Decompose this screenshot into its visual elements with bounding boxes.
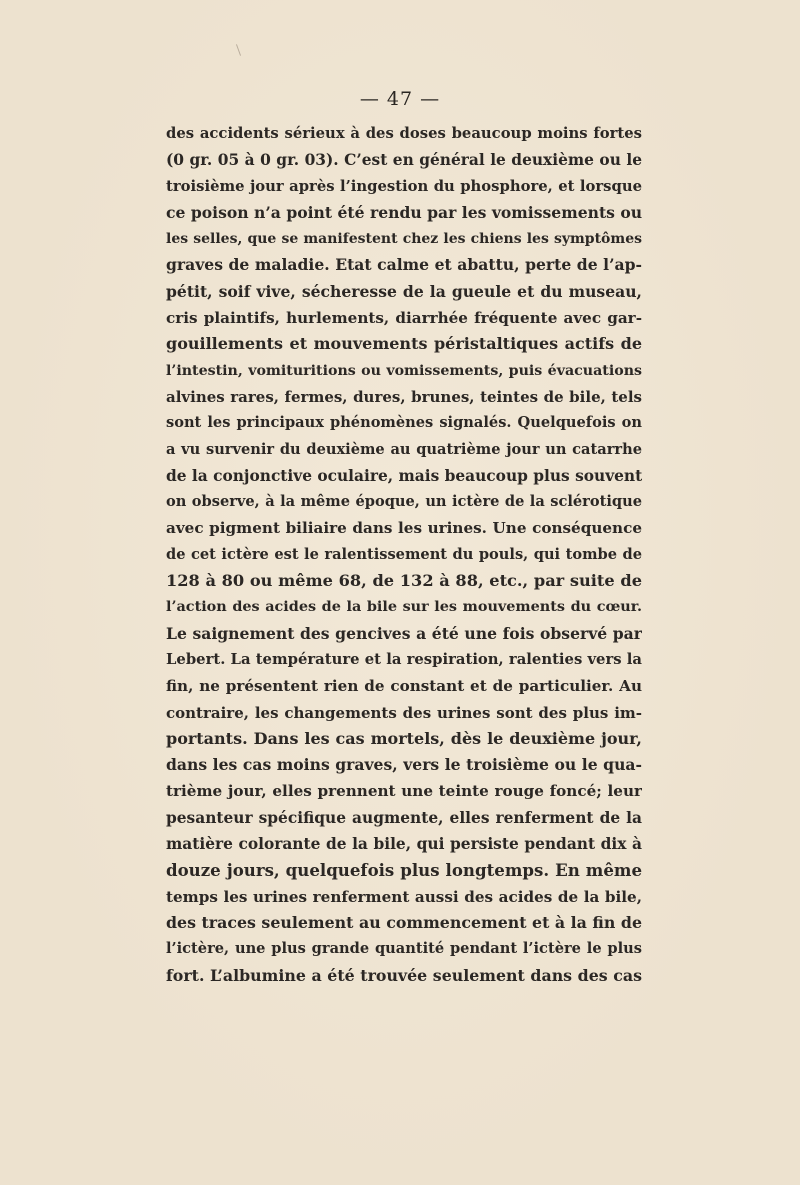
text-line: fin, ne présentent rien de constant et de particulier. Au xyxy=(166,677,642,696)
text-line: ce poison n’a point été rendu par les vomissements ou xyxy=(166,202,642,222)
text-line: de cet ictère est le ralentissement du pouls, qui tombe de xyxy=(166,545,642,563)
text-line: temps les urines renferment aussi des acides de la bile, xyxy=(166,887,642,906)
text-line: pesanteur spécifique augmente, elles renferment de la xyxy=(166,808,642,827)
text-line: avec pigment biliaire dans les urines. Une conséquence xyxy=(166,519,642,538)
text-line: l’intestin, vomituritions ou vomissements, puis évacuations xyxy=(166,362,642,379)
text-line: contraire, les changements des urines sont des plus im- xyxy=(166,703,642,722)
text-line: 128 à 80 ou même 68, de 132 à 88, etc., par suite de xyxy=(166,571,642,591)
text-line: pétit, soif vive, sécheresse de la gueule et du museau, xyxy=(166,281,642,301)
text-line: matière colorante de la bile, qui persiste pendant dix à xyxy=(166,835,642,854)
text-line: sont les principaux phénomènes signalés. Quelquefois on xyxy=(166,414,642,432)
text-line: Le saignement des gencives a été une fois observé par xyxy=(166,623,642,643)
text-line: trième jour, elles prennent une teinte rouge foncé; leur xyxy=(166,782,642,801)
text-line: douze jours, quelquefois plus longtemps. En même xyxy=(166,860,642,881)
text-line: a vu survenir du deuxième au quatrième jour un catarrhe xyxy=(166,440,642,458)
text-line: dans les cas moins graves, vers le troisième ou le qua- xyxy=(166,755,642,775)
text-line: des accidents sérieux à des doses beaucoup moins fortes xyxy=(166,125,642,142)
text-line: on observe, à la même époque, un ictère de la sclérotique xyxy=(166,493,642,511)
text-line: gouillements et mouvements péristaltiques actifs de xyxy=(166,334,642,354)
text-line: graves de maladie. Etat calme et abattu, perte de l’ap- xyxy=(166,255,642,275)
text-line: alvines rares, fermes, dures, brunes, teintes de bile, tels xyxy=(166,387,642,406)
text-line: des traces seulement au commencement et à la fin de xyxy=(166,912,642,932)
text-line: les selles, que se manifestent chez les chiens les symptômes xyxy=(166,231,642,248)
text-line: (0 gr. 05 à 0 gr. 03). C’est en général le deuxième ou le xyxy=(166,151,642,170)
text-line: de la conjonctive oculaire, mais beaucoup plus souvent xyxy=(166,466,642,485)
text-line: cris plaintifs, hurlements, diarrhée fréquente avec gar- xyxy=(166,309,642,328)
text-line: troisième jour après l’ingestion du phosphore, et lorsque xyxy=(166,177,642,195)
page-number: — 47 — xyxy=(359,88,441,110)
text-line: fort. L’albumine a été trouvée seulement dans des cas xyxy=(166,965,642,985)
text-line: l’ictère, une plus grande quantité pendant l’ictère le plus xyxy=(166,940,642,958)
body-text xyxy=(166,121,642,989)
text-line: Lebert. La température et la respiration, ralenties vers la xyxy=(166,650,642,668)
text-line: portants. Dans les cas mortels, dès le deuxième jour, xyxy=(166,728,642,748)
pencil-mark xyxy=(236,44,241,56)
text-line: l’action des acides de la bile sur les mouvements du cœur. xyxy=(166,598,642,616)
